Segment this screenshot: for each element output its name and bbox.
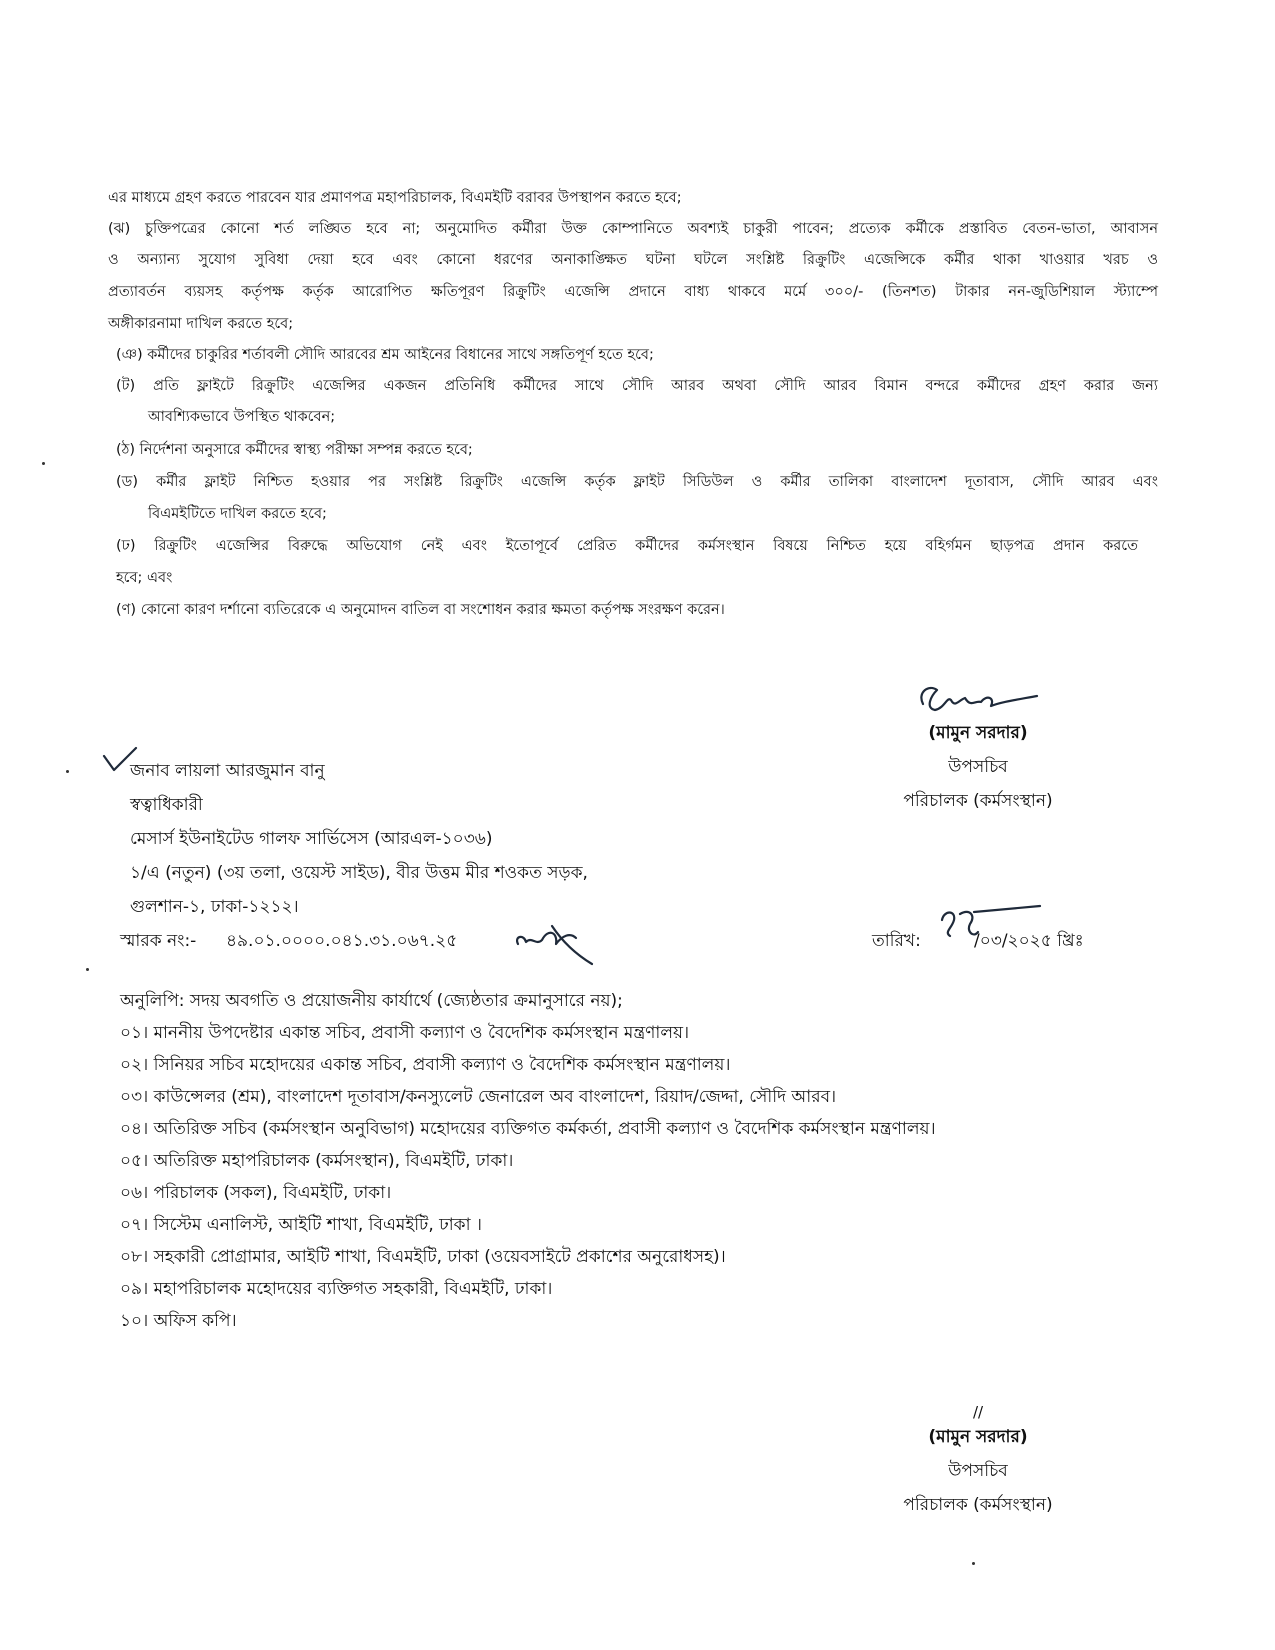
condition-continuation: এর মাধ্যমে গ্রহণ করতে পারবেন যার প্রমাণপত্র মহাপরিচালক, বিএমইটি বরাবর উপস্থাপন করতে হবে; [108, 190, 682, 206]
recipient-name: জনাব লায়লা আরজুমান বানু [130, 761, 325, 781]
signatory-top-designation: উপসচিব [948, 757, 1008, 777]
copies-heading: অনুলিপি: সদয় অবগতি ও প্রয়োজনীয় কার্যার্থে (জ্যেষ্ঠতার ক্রমানুসারে নয়); [120, 991, 623, 1011]
scan-speck [972, 1562, 975, 1565]
condition-jha-line2: ও অন্যান্য সুযোগ সুবিধা দেয়া হবে এবং কোনো ধরণের অনাকাঙ্ক্ষিত ঘটনা ঘটলে সংশ্লিষ্ট রিক্রুটিং এজেন্সিকে কর্মীর থাকা খাওয়ার খরচ ও [108, 252, 1158, 268]
signatory-bottom-office: পরিচালক (কর্মসংস্থান) [903, 1495, 1053, 1515]
condition-ta-line2: আবশ্যিকভাবে উপস্থিত থাকবেন; [148, 409, 336, 425]
condition-ta-line1: (ট) প্রতি ফ্লাইটে রিক্রুটিং এজেন্সির একজন প্রতিনিধি কর্মীদের সাথে সৌদি আরব অথবা সৌদি আরব বিমান বন্দরে কর্মীদের গ্রহণ করার জন্য [116, 378, 1158, 394]
condition-jha-line1: (ঝ) চুক্তিপত্রের কোনো শর্ত লঙ্ঘিত হবে না; অনুমোদিত কর্মীরা উক্ত কোম্পানিতে অবশ্যই চাকুরী পাবেন; প্রত্যেক কর্মীকে প্রস্তাবিত বেতন-ভাতা, আবাসন [108, 221, 1158, 237]
scan-speck [66, 770, 69, 773]
signature-top [915, 682, 1045, 722]
condition-dha-line2: হবে; এবং [116, 570, 173, 586]
memo-label: স্মারক নং:- [120, 931, 197, 951]
copy-item: ০৪। অতিরিক্ত সচিব (কর্মসংস্থান অনুবিভাগ) মহোদয়ের ব্যক্তিগত কর্মকর্তা, প্রবাসী কল্যাণ ও বৈদেশিক কর্মসংস্থান মন্ত্রণালয়। [120, 1119, 936, 1139]
scan-speck [86, 968, 89, 971]
condition-da-line1: (ড) কর্মীর ফ্লাইট নিশ্চিত হওয়ার পর সংশ্লিষ্ট রিক্রুটিং এজেন্সি কর্তৃক ফ্লাইট সিডিউল ও কর্মীর তালিকা বাংলাদেশ দূতাবাস, সৌদি আরব এবং [116, 474, 1158, 490]
copy-item: ০১। মাননীয় উপদেষ্টার একান্ত সচিব, প্রবাসী কল্যাণ ও বৈদেশিক কর্মসংস্থান মন্ত্রণালয়। [120, 1023, 690, 1043]
condition-da-line2: বিএমইটিতে দাখিল করতে হবে; [148, 506, 327, 522]
condition-na: (ণ) কোনো কারণ দর্শানো ব্যতিরেকে এ অনুমোদন বাতিল বা সংশোধন করার ক্ষমতা কর্তৃপক্ষ সংরক্ষণ করেন। [116, 602, 725, 618]
condition-tha: (ঠ) নির্দেশনা অনুসারে কর্মীদের স্বাস্থ্য পরীক্ষা সম্পন্ন করতে হবে; [116, 442, 473, 458]
copy-item: ০৩। কাউন্সেলর (শ্রম), বাংলাদেশ দূতাবাস/কনস্যুলেট জেনারেল অব বাংলাদেশ, রিয়াদ/জেদ্দা, সৌদি আরব। [120, 1087, 837, 1107]
condition-nya: (ঞ) কর্মীদের চাকুরির শর্তাবলী সৌদি আরবের শ্রম আইনের বিধানের সাথে সঙ্গতিপূর্ণ হতে হবে; [116, 347, 654, 363]
condition-jha-line3: প্রত্যাবর্তন ব্যয়সহ কর্তৃপক্ষ কর্তৃক আরোপিত ক্ষতিপূরণ রিক্রুটিং এজেন্সি প্রদানে বাধ্য থাকবে মর্মে ৩০০/- (তিনশত) টাকার নন-জুডিশিয়াল স্ট্যাম্পে [108, 284, 1158, 300]
recipient-address-line1: ১/এ (নতুন) (৩য় তলা, ওয়েস্ট সাইড), বীর উত্তম মীর শওকত সড়ক, [130, 863, 588, 883]
recipient-address-line2: গুলশান-১, ঢাকা-১২১২। [130, 897, 299, 917]
copy-item: ০৭। সিস্টেম এনালিস্ট, আইটি শাখা, বিএমইটি, ঢাকা । [120, 1215, 482, 1235]
signatory-top-office: পরিচালক (কর্মসংস্থান) [903, 791, 1053, 811]
signatory-bottom-name: (মামুন সরদার) [928, 1427, 1028, 1447]
copy-item: ০৬। পরিচালক (সকল), বিএমইটি, ঢাকা। [120, 1183, 392, 1203]
signatory-bottom-mark: // [972, 1403, 984, 1421]
condition-dha-line1: (ঢ) রিক্রুটিং এজেন্সির বিরুদ্ধে অভিযোগ নেই এবং ইতোপূর্বে প্রেরিত কর্মীদের কর্মসংস্থান বিষয়ে নিশ্চিত হয়ে বহির্গমন ছাড়পত্র প্রদান করতে [116, 538, 1138, 554]
copy-item: ০২। সিনিয়র সচিব মহোদয়ের একান্ত সচিব, প্রবাসী কল্যাণ ও বৈদেশিক কর্মসংস্থান মন্ত্রণালয়। [120, 1055, 731, 1075]
date-value: /০৩/২০২৫ খ্রিঃ [974, 931, 1084, 951]
memo-number: ৪৯.০১.০০০০.০৪১.৩১.০৬৭.২৫ [226, 931, 458, 951]
memo-handwritten-mark [512, 918, 602, 968]
copy-item: ০৫। অতিরিক্ত মহাপরিচালক (কর্মসংস্থান), বিএমইটি, ঢাকা। [120, 1151, 514, 1171]
condition-jha-line4: অঙ্গীকারনামা দাখিল করতে হবে; [108, 316, 294, 332]
signatory-bottom-designation: উপসচিব [948, 1461, 1008, 1481]
recipient-title: স্বত্বাধিকারী [130, 795, 203, 815]
scan-speck [42, 462, 45, 465]
date-handwritten-day [930, 902, 1050, 952]
copy-item: ১০। অফিস কপি। [120, 1311, 237, 1331]
copy-item: ০৮। সহকারী প্রোগ্রামার, আইটি শাখা, বিএমইটি, ঢাকা (ওয়েবসাইটে প্রকাশের অনুরোধসহ)। [120, 1247, 726, 1267]
signatory-top-name: (মামুন সরদার) [928, 723, 1028, 743]
copy-item: ০৯। মহাপরিচালক মহোদয়ের ব্যক্তিগত সহকারী, বিএমইটি, ঢাকা। [120, 1279, 553, 1299]
recipient-agency: মেসার্স ইউনাইটেড গালফ সার্ভিসেস (আরএল-১০৩৬) [130, 829, 493, 849]
date-label: তারিখ: [872, 931, 921, 951]
